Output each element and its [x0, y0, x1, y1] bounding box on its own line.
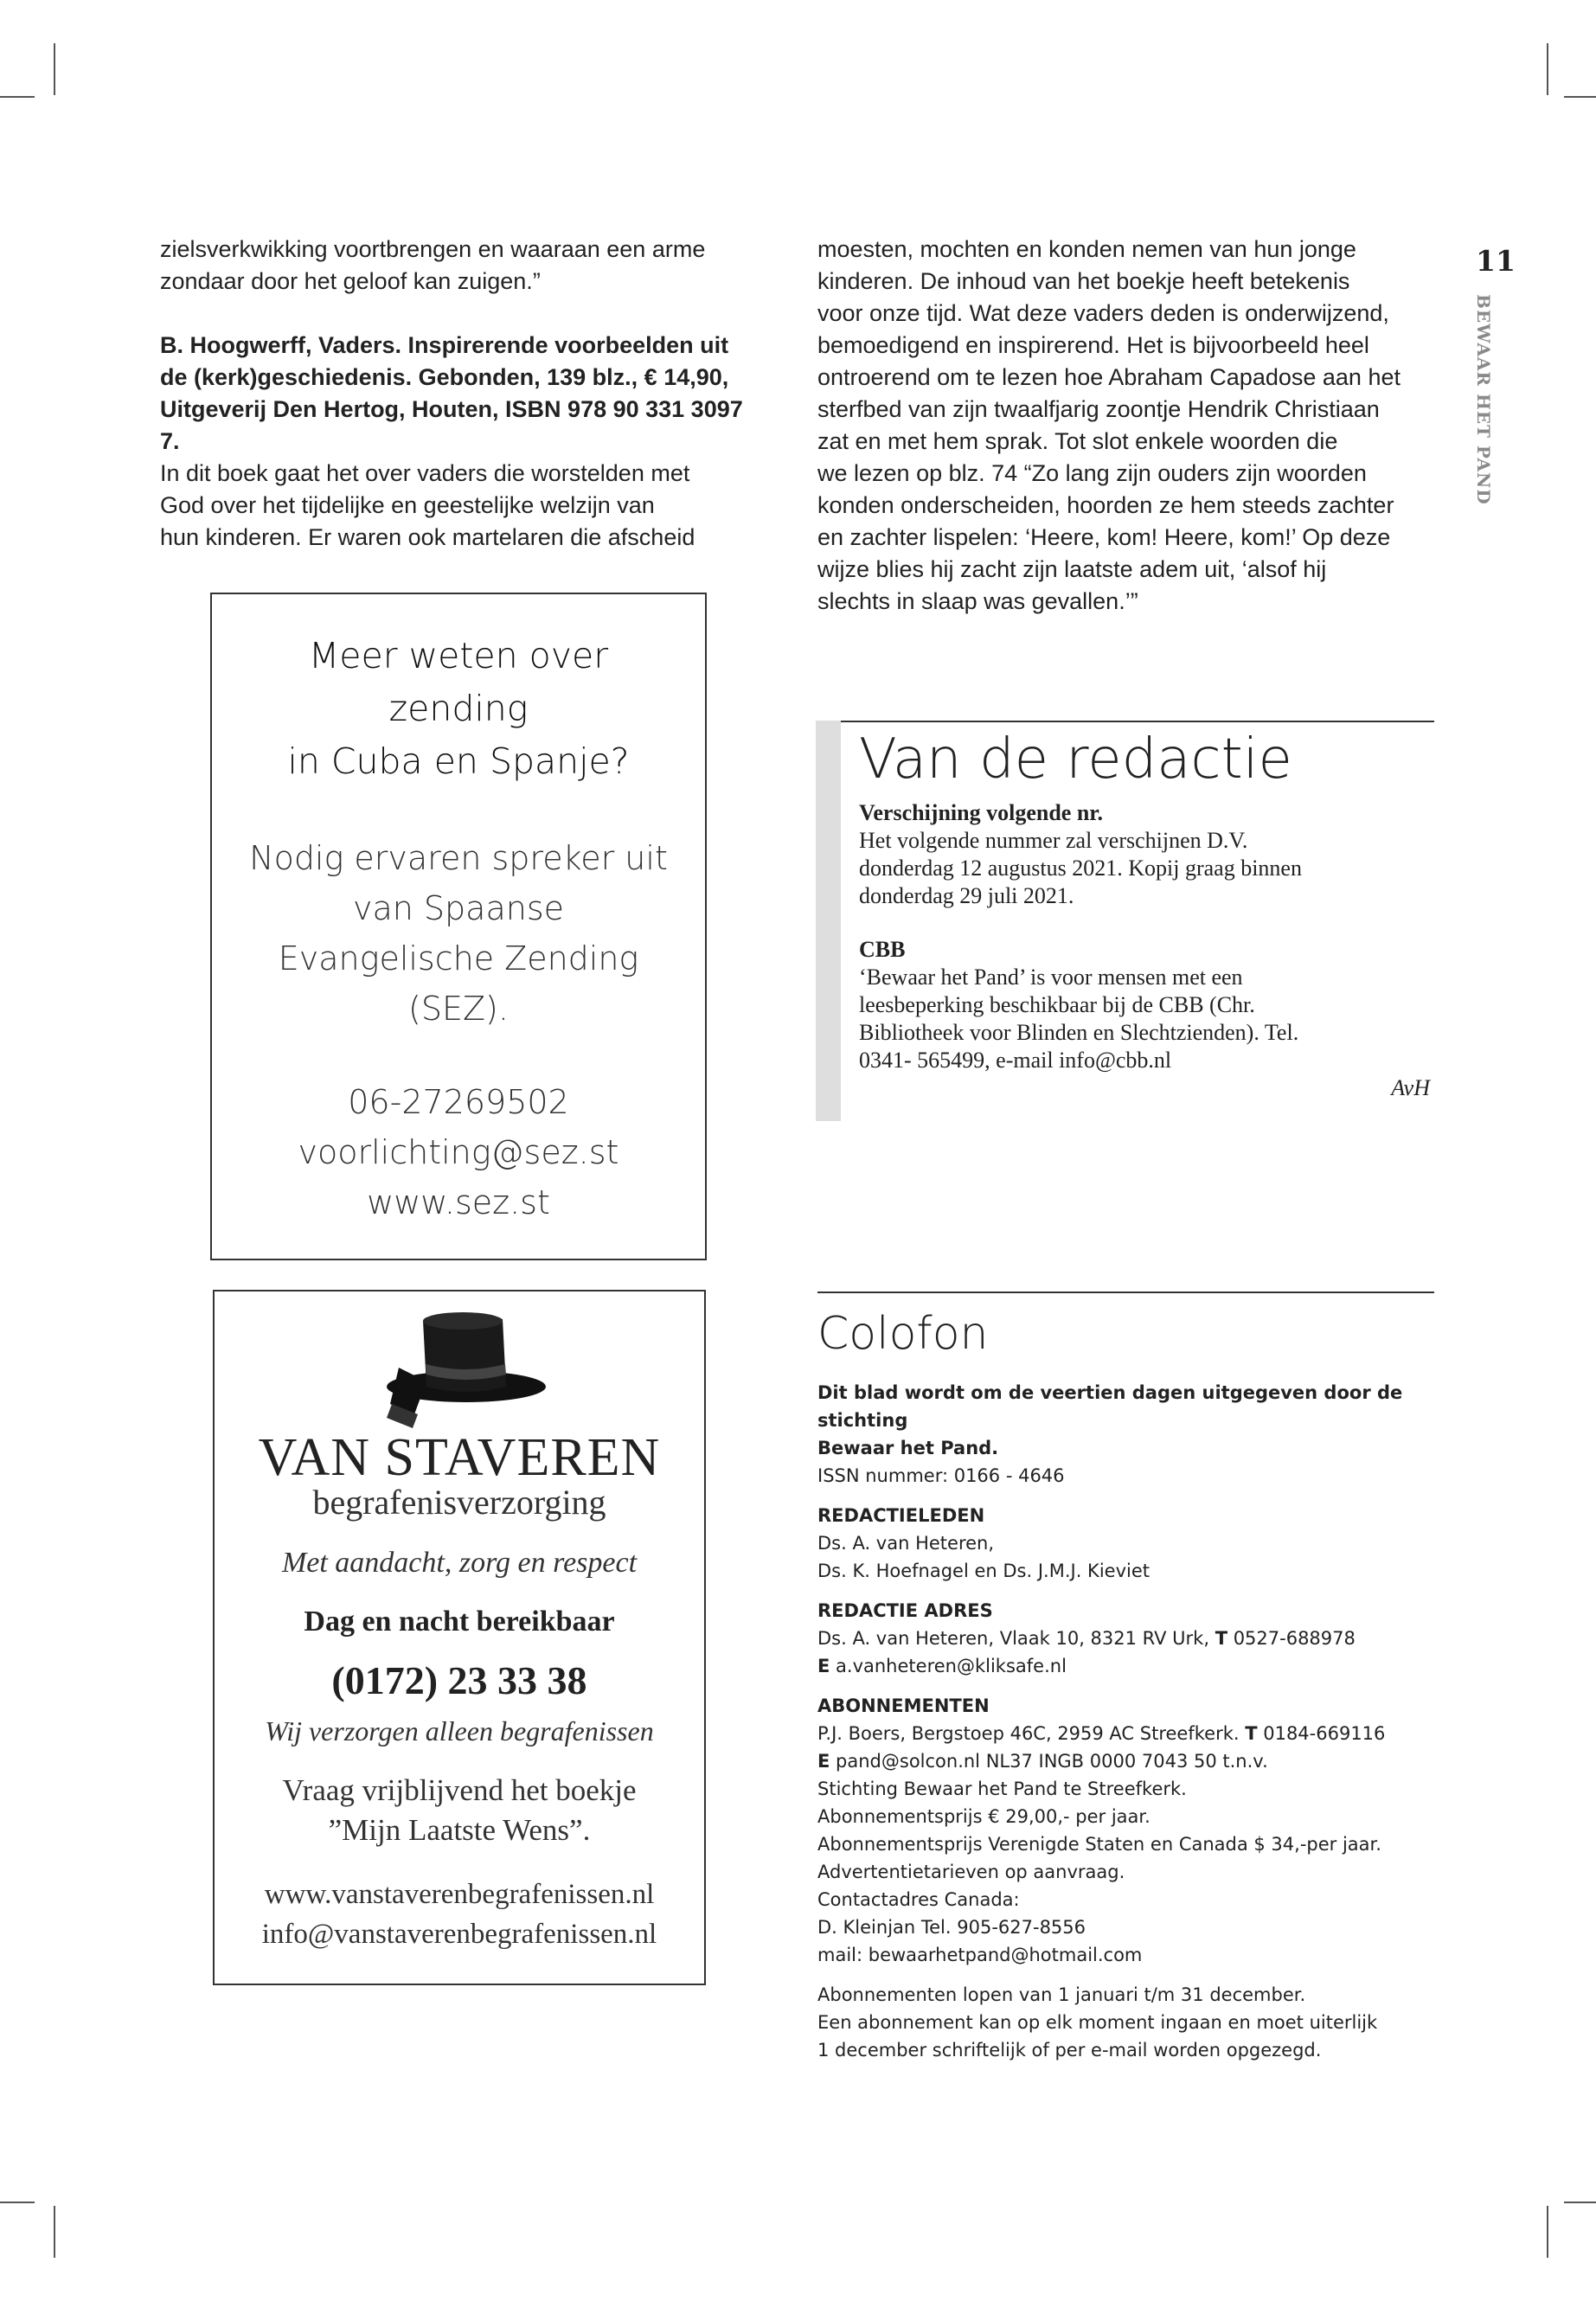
colofon-footer-line: Een abonnement kan op elk moment ingaan en moet uiterlijk: [817, 2012, 1378, 2033]
sez-advertisement: [210, 593, 707, 1260]
sez-body: Nodig ervaren spreker uit: [249, 839, 668, 877]
text-line: zat en met hem sprak. Tot slot enkele woorden die: [817, 428, 1338, 454]
redactie-title: Van de redactie: [859, 727, 1292, 792]
redactie-heading: Verschijning volgende nr.: [859, 800, 1103, 825]
crop-mark: [1547, 2206, 1548, 2258]
book-reference-line: B. Hoogwerff, Vaders. Inspirerende voorbeelden uit: [160, 332, 729, 358]
review-line: God over het tijdelijke en geestelijke welzijn van: [160, 492, 655, 518]
colofon-footer-line: Abonnementen lopen van 1 januari t/m 31 december.: [817, 1984, 1306, 2005]
left-column: [160, 234, 783, 554]
page-number: 11: [1476, 244, 1516, 278]
van-staveren-advertisement: [213, 1290, 706, 1985]
colofon-address-line: Ds. A. van Heteren, Vlaak 10, 8321 RV Urk, T 0527-688978: [817, 1628, 1356, 1649]
running-head: BEWAAR HET PAND: [1473, 294, 1494, 505]
redactie-line: 0341- 565499, e-mail info@cbb.nl: [859, 1048, 1172, 1073]
sez-body: (SEZ).: [408, 990, 509, 1028]
sez-body: van Spaanse: [352, 889, 564, 927]
paragraph-continued: zielsverkwikking voortbrengen en waaraan een arme zondaar door het geloof kan zuigen.”: [160, 236, 706, 294]
colofon-line: Stichting Bewaar het Pand te Streefkerk.: [817, 1779, 1187, 1799]
colofon-line: Abonnementsprijs € 29,00,- per jaar.: [817, 1806, 1151, 1827]
colofon-line: Advertentietarieven op aanvraag.: [817, 1862, 1125, 1882]
sez-body: Evangelische Zending: [278, 939, 639, 977]
redactie-line: leesbeperking beschikbaar bij de CBB (Chr.: [859, 992, 1255, 1017]
vs-phone: (0172) 23 33 38: [331, 1658, 587, 1702]
vs-website: www.vanstaverenbegrafenissen.nl: [264, 1879, 655, 1910]
sez-website: www.sez.st: [367, 1183, 550, 1221]
colofon-intro: Dit blad wordt om de veertien dagen uitgegeven door de stichting: [817, 1382, 1403, 1431]
redactie-line: Bibliotheek voor Blinden en Slechtzienden). Tel.: [859, 1020, 1299, 1045]
sez-phone: 06-27269502: [348, 1083, 569, 1121]
text-line: wijze blies hij zacht zijn laatste adem uit, ‘alsof hij: [817, 556, 1327, 582]
vs-tagline: Met aandacht, zorg en respect: [281, 1547, 638, 1579]
vs-email: info@vanstaverenbegrafenissen.nl: [261, 1919, 657, 1950]
text-line: voor onze tijd. Wat deze vaders deden is onderwijzend,: [817, 300, 1389, 326]
colofon-title: Colofon: [817, 1308, 989, 1360]
text-line: kinderen. De inhoud van het boekje heeft betekenis: [817, 268, 1350, 294]
right-column-text: [817, 234, 1449, 618]
text-line: moesten, mochten en konden nemen van hun jonge: [817, 236, 1356, 262]
crop-mark: [0, 96, 35, 98]
redactie-line: ‘Bewaar het Pand’ is voor mensen met een: [859, 965, 1243, 990]
text-line: sterfbed van zijn twaalfjarig zoontje Hendrik Christiaan: [817, 396, 1380, 422]
crop-mark: [1564, 96, 1596, 98]
van-de-redactie-section: [859, 725, 1430, 1102]
text-line: bemoedigend en inspirerend. Het is bijvoorbeeld heel: [817, 332, 1369, 358]
crop-mark: [54, 43, 55, 95]
redactie-top-rule: [841, 721, 1434, 722]
text-line: we lezen op blz. 74 “Zo lang zijn ouders zijn woorden: [817, 460, 1367, 486]
vs-subtitle: begrafenisverzorging: [312, 1483, 606, 1522]
vs-availability: Dag en nacht bereikbaar: [304, 1606, 615, 1638]
sez-headline: Meer weten over: [308, 635, 609, 676]
colofon-line: mail: bewaarhetpand@hotmail.com: [817, 1945, 1143, 1965]
colofon-section: [817, 1298, 1449, 2064]
crop-mark: [54, 2206, 55, 2258]
crop-mark: [1547, 43, 1548, 95]
colofon-line: D. Kleinjan Tel. 905-627-8556: [817, 1917, 1086, 1938]
colofon-line: Contactadres Canada:: [817, 1889, 1020, 1910]
top-hat-icon: [373, 1302, 546, 1432]
redactie-line: donderdag 29 juli 2021.: [859, 883, 1074, 908]
vs-booklet-line: ”Mijn Laatste Wens”.: [328, 1813, 591, 1847]
review-line: In dit boek gaat het over vaders die worstelden met: [160, 460, 690, 486]
colofon-rule: [817, 1292, 1434, 1293]
colofon-heading: REDACTIE ADRES: [817, 1600, 993, 1621]
sez-email: voorlichting@sez.st: [298, 1133, 619, 1171]
redactie-heading: CBB: [859, 937, 906, 962]
colofon-email-line: E pand@solcon.nl NL37 INGB 0000 7043 50 t.n.v.: [817, 1751, 1268, 1772]
sez-headline: in Cuba en Spanje?: [287, 740, 630, 782]
book-reference-line: de (kerk)geschiedenis. Gebonden, 139 blz., € 14,90,: [160, 364, 729, 390]
sez-headline: zending: [388, 688, 529, 729]
redactie-line: donderdag 12 augustus 2021. Kopij graag binnen: [859, 856, 1302, 881]
colofon-email-line: E a.vanheteren@kliksafe.nl: [817, 1656, 1067, 1676]
colofon-issn: ISSN nummer: 0166 - 4646: [817, 1465, 1065, 1486]
colofon-line: Ds. K. Hoefnagel en Ds. J.M.J. Kieviet: [817, 1561, 1150, 1581]
colofon-intro: Bewaar het Pand.: [817, 1438, 999, 1458]
book-reference-line: Uitgeverij Den Hertog, Houten, ISBN 978 90 331 3097: [160, 396, 743, 422]
redactie-sidebar-bar: [816, 721, 841, 1121]
text-line: en zachter lispelen: ‘Heere, kom! Heere, kom!’ Op deze: [817, 524, 1391, 550]
colofon-heading: REDACTIELEDEN: [817, 1505, 985, 1526]
colofon-footer-line: 1 december schriftelijk of per e-mail worden opgezegd.: [817, 2040, 1322, 2061]
text-line: ontroerend om te lezen hoe Abraham Capadose aan het: [817, 364, 1401, 390]
text-line: konden onderscheiden, hoorden ze hem steeds zachter: [817, 492, 1394, 518]
colofon-line: Abonnementsprijs Verenigde Staten en Canada $ 34,-per jaar.: [817, 1834, 1381, 1855]
colofon-heading: ABONNEMENTEN: [817, 1695, 990, 1716]
review-line: hun kinderen. Er waren ook martelaren die afscheid: [160, 524, 695, 550]
crop-mark: [0, 2202, 35, 2203]
text-line: slechts in slaap was gevallen.’”: [817, 588, 1138, 614]
redactie-signature: AvH: [1391, 1075, 1430, 1100]
vs-booklet-line: Vraag vrijblijvend het boekje: [282, 1773, 637, 1807]
vs-note: Wij verzorgen alleen begrafenissen: [265, 1715, 654, 1747]
colofon-address-line: P.J. Boers, Bergstoep 46C, 2959 AC Streefkerk. T 0184-669116: [817, 1723, 1386, 1744]
book-reference-line: 7.: [160, 428, 180, 454]
crop-mark: [1564, 2202, 1596, 2203]
colofon-line: Ds. A. van Heteren,: [817, 1533, 995, 1554]
redactie-line: Het volgende nummer zal verschijnen D.V.: [859, 828, 1248, 853]
vs-name: VAN STAVEREN: [258, 1428, 661, 1487]
